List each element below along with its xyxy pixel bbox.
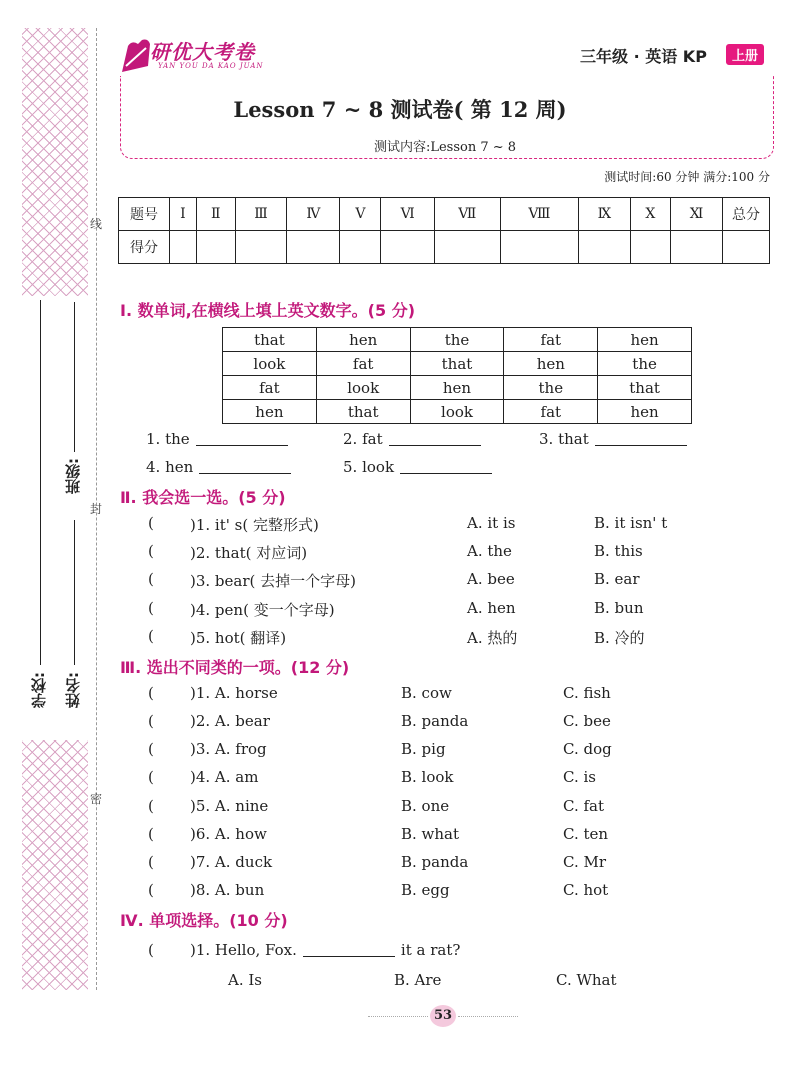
- score-input[interactable]: [579, 231, 631, 264]
- word-row: [223, 376, 692, 400]
- s2-option-b: B. 冷的: [594, 629, 645, 647]
- name-field[interactable]: [74, 520, 75, 665]
- cut-char-secret: 密: [90, 792, 103, 806]
- word-cell: fat: [504, 400, 598, 424]
- count-word: 2. fat: [343, 430, 383, 448]
- s3-question: )4. A. am: [190, 768, 259, 786]
- s3-option-b: B. one: [401, 797, 450, 815]
- hatch-pattern-bottom: [22, 740, 88, 990]
- time-info: 测试时间:60 分钟 满分:100 分: [604, 170, 770, 184]
- score-cell: Ⅸ: [579, 198, 631, 231]
- answer-blank[interactable]: [196, 445, 288, 446]
- count-item-5: [343, 458, 492, 476]
- s3-paren[interactable]: (: [148, 740, 154, 758]
- score-cell: 总分: [723, 198, 770, 231]
- score-input[interactable]: [340, 231, 381, 264]
- count-word: 1. the: [146, 430, 190, 448]
- logo-subtext: YAN YOU DA KAO JUAN: [158, 62, 264, 70]
- s2-paren[interactable]: (: [148, 514, 154, 532]
- score-cell: Ⅲ: [235, 198, 287, 231]
- score-cell: Ⅵ: [381, 198, 434, 231]
- s2-question: )1. it' s( 完整形式): [190, 516, 319, 534]
- answer-blank[interactable]: [400, 473, 492, 474]
- s3-option-c: C. bee: [563, 712, 611, 730]
- word-cell: fat: [316, 352, 410, 376]
- s3-option-b: B. egg: [401, 881, 450, 899]
- score-input[interactable]: [434, 231, 500, 264]
- s3-question: )3. A. frog: [190, 740, 267, 758]
- word-cell: that: [598, 376, 692, 400]
- s3-question: )6. A. how: [190, 825, 267, 843]
- word-cell: fat: [223, 376, 317, 400]
- volume-badge: 上册: [726, 44, 764, 65]
- score-cell: Ⅹ: [630, 198, 671, 231]
- s3-option-b: B. look: [401, 768, 454, 786]
- score-cell: Ⅶ: [434, 198, 500, 231]
- word-cell: fat: [504, 328, 598, 352]
- s3-option-b: B. cow: [401, 684, 452, 702]
- s3-option-b: B. pig: [401, 740, 446, 758]
- word-cell: look: [223, 352, 317, 376]
- word-cell: hen: [504, 352, 598, 376]
- s2-option-a: A. hen: [467, 599, 516, 617]
- page-line-right: [458, 1016, 518, 1017]
- s2-question: )5. hot( 翻译): [190, 629, 287, 647]
- name-label: 姓名:: [64, 672, 82, 708]
- s3-paren[interactable]: (: [148, 853, 154, 871]
- word-cell: look: [410, 400, 504, 424]
- score-input[interactable]: [500, 231, 578, 264]
- count-word: 3. that: [539, 430, 589, 448]
- s2-question: )3. bear( 去掉一个字母): [190, 572, 356, 590]
- score-header-row: [119, 198, 770, 231]
- word-cell: look: [316, 376, 410, 400]
- word-cell: the: [410, 328, 504, 352]
- s3-paren[interactable]: (: [148, 797, 154, 815]
- word-cell: hen: [223, 400, 317, 424]
- count-item-2: [343, 430, 481, 448]
- logo-text: 研优大考卷: [150, 40, 255, 64]
- count-item-4: [146, 458, 291, 476]
- s3-option-c: C. Mr: [563, 853, 607, 871]
- word-table: [222, 327, 692, 424]
- s3-paren[interactable]: (: [148, 712, 154, 730]
- score-cell: Ⅷ: [500, 198, 578, 231]
- word-cell: the: [598, 352, 692, 376]
- word-cell: hen: [410, 376, 504, 400]
- s4-question-end: it a rat?: [400, 941, 461, 959]
- s3-paren[interactable]: (: [148, 825, 154, 843]
- word-cell: the: [504, 376, 598, 400]
- s3-question: )7. A. duck: [190, 853, 273, 871]
- s3-option-b: B. panda: [401, 853, 469, 871]
- score-table: [118, 197, 770, 264]
- s3-question: )2. A. bear: [190, 712, 270, 730]
- s3-paren[interactable]: (: [148, 768, 154, 786]
- s3-option-c: C. is: [563, 768, 596, 786]
- word-cell: hen: [598, 400, 692, 424]
- s3-option-c: C. hot: [563, 881, 609, 899]
- score-input[interactable]: [671, 231, 723, 264]
- s4-paren[interactable]: (: [148, 941, 154, 959]
- score-cell: 题号: [119, 198, 170, 231]
- s2-question: )4. pen( 变一个字母): [190, 601, 335, 619]
- s4-option-c: C. What: [556, 971, 617, 989]
- section3-heading: Ⅲ. 选出不同类的一项。(12 分): [120, 658, 350, 677]
- word-cell: hen: [316, 328, 410, 352]
- s4-question-start: )1. Hello, Fox.: [190, 941, 297, 959]
- class-field[interactable]: [74, 302, 75, 452]
- score-input[interactable]: [170, 231, 197, 264]
- cut-char-seal: 封: [90, 502, 103, 516]
- word-row: [223, 352, 692, 376]
- score-input[interactable]: [381, 231, 434, 264]
- score-cell: Ⅺ: [671, 198, 723, 231]
- count-word: 5. look: [343, 458, 395, 476]
- s3-question: )8. A. bun: [190, 881, 265, 899]
- s2-option-a: A. the: [467, 542, 512, 560]
- hatch-pattern-top: [22, 28, 88, 296]
- s4-question-1: [190, 941, 460, 959]
- s2-option-a: A. bee: [467, 570, 515, 588]
- subtitle: 测试内容:Lesson 7 ~ 8: [373, 140, 517, 155]
- s4-option-a: A. Is: [228, 971, 262, 989]
- answer-blank[interactable]: [595, 445, 687, 446]
- score-cell: Ⅳ: [287, 198, 340, 231]
- word-row: [223, 328, 692, 352]
- s2-option-b: B. ear: [594, 570, 640, 588]
- s2-question: )2. that( 对应词): [190, 544, 308, 562]
- s3-option-c: C. fish: [563, 684, 611, 702]
- score-value-row: [119, 231, 770, 264]
- s2-paren[interactable]: (: [148, 570, 154, 588]
- s3-option-c: C. fat: [563, 797, 605, 815]
- count-item-3: [539, 430, 687, 448]
- cut-char-line: 线: [90, 217, 103, 231]
- score-row-label: 得分: [119, 231, 170, 264]
- page-title: Lesson 7 ~ 8 测试卷( 第 12 周): [233, 97, 567, 122]
- s2-option-b: B. this: [594, 542, 643, 560]
- score-input[interactable]: [287, 231, 340, 264]
- s2-paren[interactable]: (: [148, 542, 154, 560]
- s3-option-b: B. what: [401, 825, 460, 843]
- count-item-1: [146, 430, 288, 448]
- s2-paren[interactable]: (: [148, 599, 154, 617]
- section4-heading: Ⅳ. 单项选择。(10 分): [120, 911, 288, 930]
- s3-question: )1. A. horse: [190, 684, 278, 702]
- s2-option-a: A. 热的: [467, 629, 518, 647]
- section2-heading: Ⅱ. 我会选一选。(5 分): [120, 488, 286, 507]
- s2-option-b: B. bun: [594, 599, 644, 617]
- s3-paren[interactable]: (: [148, 684, 154, 702]
- score-input[interactable]: [723, 231, 770, 264]
- answer-blank[interactable]: [199, 473, 291, 474]
- s3-option-c: C. dog: [563, 740, 612, 758]
- count-word: 4. hen: [146, 458, 194, 476]
- s3-question: )5. A. nine: [190, 797, 269, 815]
- page-line-left: [368, 1016, 428, 1017]
- s2-option-a: A. it is: [467, 514, 516, 532]
- section1-heading: Ⅰ. 数单词,在横线上填上英文数字。(5 分): [120, 301, 416, 320]
- class-label: 班级:: [64, 458, 82, 494]
- word-cell: that: [410, 352, 504, 376]
- page-number: 53: [430, 1005, 456, 1027]
- word-cell: that: [223, 328, 317, 352]
- score-cell: Ⅰ: [170, 198, 197, 231]
- score-input[interactable]: [630, 231, 671, 264]
- grade-subject: 三年级 · 英语 KP: [580, 47, 707, 66]
- s2-option-b: B. it isn' t: [594, 514, 668, 532]
- school-label: 学校:: [30, 672, 48, 708]
- answer-blank[interactable]: [303, 956, 395, 957]
- score-cell: Ⅱ: [196, 198, 235, 231]
- word-row: [223, 400, 692, 424]
- word-cell: that: [316, 400, 410, 424]
- score-cell: Ⅴ: [340, 198, 381, 231]
- score-input[interactable]: [196, 231, 235, 264]
- word-cell: hen: [598, 328, 692, 352]
- s4-option-b: B. Are: [394, 971, 442, 989]
- s3-option-b: B. panda: [401, 712, 469, 730]
- s3-option-c: C. ten: [563, 825, 609, 843]
- answer-blank[interactable]: [389, 445, 481, 446]
- school-field[interactable]: [40, 300, 41, 665]
- s3-paren[interactable]: (: [148, 881, 154, 899]
- s2-paren[interactable]: (: [148, 627, 154, 645]
- score-input[interactable]: [235, 231, 287, 264]
